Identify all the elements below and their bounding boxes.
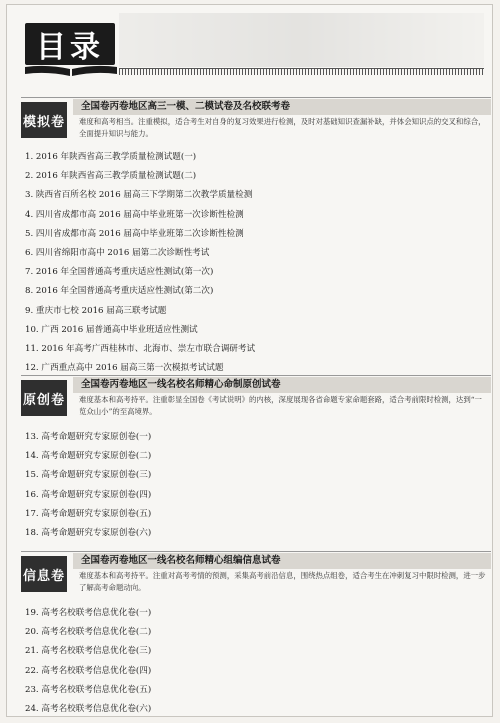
list-item: 17. 高考命题研究专家原创卷(五) (25, 508, 152, 519)
list-item: 4. 四川省成都市高 2016 届高中毕业班第一次诊断性检测 (25, 209, 244, 220)
list-item: 8. 2016 年全国普通高考重庆适应性测试(第二次) (25, 286, 214, 297)
list-item: 22. 高考名校联考信息优化卷(四) (25, 665, 152, 676)
list-item: 6. 四川省绵阳市高中 2016 届第二次诊断性考试 (25, 247, 210, 258)
list-item: 16. 高考命题研究专家原创卷(四) (25, 489, 152, 500)
section-header (21, 97, 491, 142)
section-description: 难度基本和高考持平。注重彰显全国卷《考试说明》的内核，深度展现各省命题专家命题套路，适合考前限时检测，达到“一览众山小”的至高境界。 (79, 395, 482, 416)
section-header (21, 375, 491, 420)
list-item: 5. 四川省成都市高 2016 届高中毕业班第二次诊断性检测 (25, 228, 244, 239)
section-mock (21, 97, 491, 378)
list-item: 14. 高考命题研究专家原创卷(二) (25, 451, 152, 462)
list-item: 21. 高考名校联考信息优化卷(三) (25, 646, 152, 657)
section-title: 全国卷丙卷地区一线名校名师精心命制原创试卷 (73, 377, 491, 393)
section-label: 信息卷 (21, 556, 67, 592)
section-header (21, 551, 491, 596)
section-description: 难度和高考相当。注重模拟，适合考生对自身的复习效果进行检测，及时对基础知识查漏补缺，并体会知识点的交叉和综合，全面提升知识与能力。 (79, 117, 486, 138)
section-title: 全国卷丙卷地区一线名校名师精心组编信息试卷 (73, 553, 491, 569)
list-item: 18. 高考命题研究专家原创卷(六) (25, 527, 152, 538)
list-item: 10. 广西 2016 届普通高中毕业班适应性测试 (25, 324, 198, 335)
item-list (21, 428, 491, 543)
page-title: 目录 (25, 23, 115, 65)
header-rule (119, 68, 484, 75)
item-list (21, 604, 491, 719)
list-item: 19. 高考名校联考信息优化卷(一) (25, 608, 152, 618)
list-item: 23. 高考名校联考信息优化卷(五) (25, 684, 152, 695)
section-info (21, 551, 491, 719)
header-decoration (119, 13, 484, 67)
section-original (21, 375, 491, 543)
list-item: 11. 2016 年高考广西桂林市、北海市、崇左市联合调研考试 (25, 343, 256, 354)
list-item: 1. 2016 年陕西省高三教学质量检测试题(一) (25, 152, 197, 162)
section-label: 模拟卷 (21, 102, 67, 138)
list-item: 13. 高考命题研究专家原创卷(一) (25, 432, 152, 442)
list-item: 9. 重庆市七校 2016 届高三联考试题 (25, 305, 167, 316)
list-item: 12. 广西重点高中 2016 届高三第一次模拟考试试题 (25, 363, 224, 374)
section-label: 原创卷 (21, 380, 67, 416)
list-item: 15. 高考命题研究专家原创卷(三) (25, 470, 152, 481)
item-list (21, 148, 491, 378)
list-item: 24. 高考名校联考信息优化卷(六) (25, 703, 152, 714)
list-item: 7. 2016 年全国普通高考重庆适应性测试(第一次) (25, 267, 214, 278)
section-description: 难度基本和高考持平。注重对高考考情的预测，采集高考前沿信息，围绕热点组卷，适合考生在冲刺复习中限时检测，进一步了解高考命题动向。 (79, 571, 486, 592)
page (6, 4, 493, 717)
section-title: 全国卷丙卷地区高三一模、二模试卷及名校联考卷 (73, 99, 491, 115)
list-item: 2. 2016 年陕西省高三教学质量检测试题(二) (25, 171, 197, 182)
open-book-icon (23, 65, 119, 77)
list-item: 20. 高考名校联考信息优化卷(二) (25, 627, 152, 638)
list-item: 3. 陕西省百所名校 2016 届高三下学期第二次教学质量检测 (25, 190, 253, 201)
header (7, 5, 492, 83)
